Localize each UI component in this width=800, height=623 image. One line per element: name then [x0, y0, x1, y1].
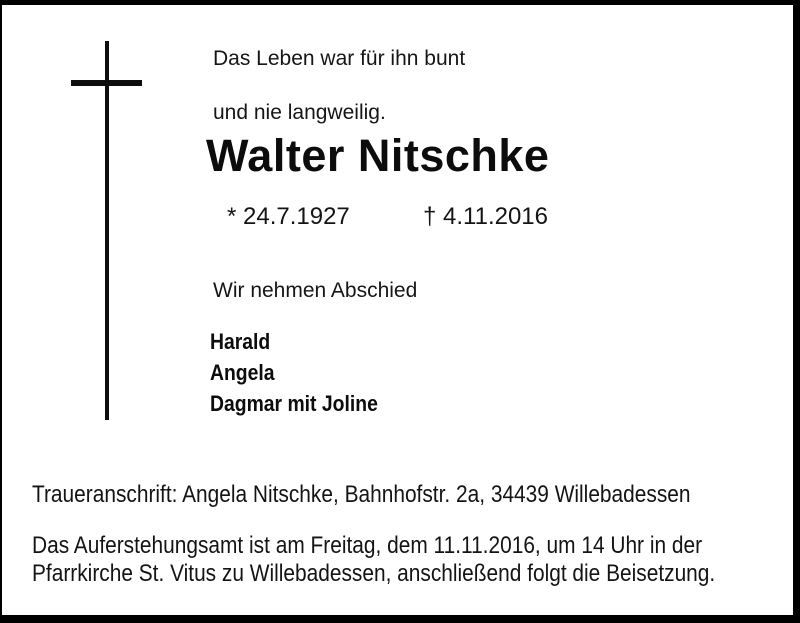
epitaph-text	[213, 45, 465, 126]
frame-border-left	[0, 0, 2, 623]
epitaph-line-1: Das Leben war für ihn bunt	[213, 47, 466, 70]
mourner-name: Dagmar mit Joline	[210, 391, 378, 416]
service-info-line-1: Das Auferstehungsamt ist am Freitag, dem 11.11.2016, um 14 Uhr in der	[32, 532, 703, 559]
cross-horizontal-bar	[71, 80, 142, 86]
service-info-line-2: Pfarrkirche St. Vitus zu Willebadessen, anschließend folgt die Beisetzung.	[32, 560, 716, 587]
condolence-address: Traueranschrift: Angela Nitschke, Bahnhofstr. 2a, 34439 Willebadessen	[32, 481, 691, 508]
mourner-name: Angela	[210, 360, 275, 385]
frame-border-right	[793, 0, 800, 623]
mourner-name: Harald	[210, 329, 271, 354]
deceased-name: Walter Nitschke	[206, 130, 550, 181]
birth-date: * 24.7.1927	[227, 203, 350, 230]
dates-row	[0, 203, 800, 233]
frame-border-top	[0, 0, 800, 5]
service-info	[32, 532, 715, 588]
frame-border-bottom	[0, 615, 800, 623]
epitaph-line-2: und nie langweilig.	[213, 101, 386, 124]
mourners-list	[210, 326, 378, 419]
death-date: † 4.11.2016	[423, 203, 549, 230]
farewell-line: Wir nehmen Abschied	[213, 279, 418, 302]
